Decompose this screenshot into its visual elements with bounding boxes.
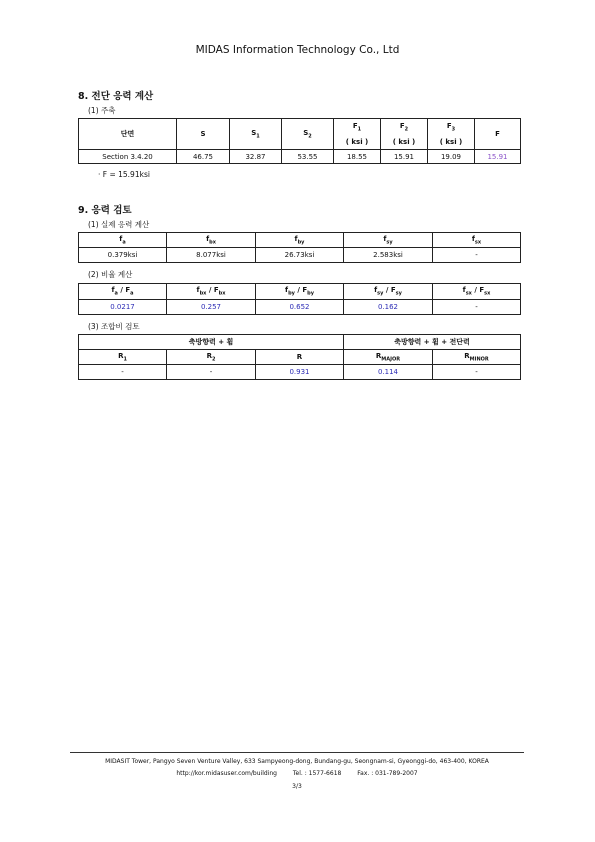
cell-fa-ratio: 0.0217 bbox=[79, 300, 167, 315]
unit-label: ( ksi ) bbox=[381, 135, 428, 150]
footer-tel: Tel. : 1577-6618 bbox=[292, 770, 342, 777]
section-8-subtitle: (1) 주축 bbox=[88, 106, 116, 115]
cell-s2: 53.55 bbox=[282, 150, 334, 164]
header-s: S bbox=[177, 119, 230, 150]
unit-label: ( ksi ) bbox=[428, 135, 475, 150]
header-f: F bbox=[475, 119, 521, 150]
header-r2: $R_2$ bbox=[167, 350, 256, 365]
cell-fby: 26.73ksi bbox=[256, 248, 344, 263]
header-fa-ratio: $f_a / F_a$ bbox=[79, 284, 167, 300]
header-fa: $f_a$ bbox=[79, 233, 167, 248]
cell-r1: - bbox=[79, 365, 167, 380]
section-9-subtitle-2: (2) 비율 계산 bbox=[88, 270, 133, 279]
cell-fa: 0.379ksi bbox=[79, 248, 167, 263]
cell-f2: 15.91 bbox=[381, 150, 428, 164]
cell-fsx-ratio: - bbox=[433, 300, 521, 315]
section-9-subtitle-3: (3) 조합비 검토 bbox=[88, 322, 140, 331]
page-number: 3/3 bbox=[292, 783, 302, 790]
combined-ratio-table bbox=[78, 334, 521, 380]
group-axial-bending-shear: 축방향력 + 휨 + 전단력 bbox=[344, 335, 521, 350]
cell-section: Section 3.4.20 bbox=[79, 150, 177, 164]
header-r1: $R_1$ bbox=[79, 350, 167, 365]
page-header: MIDAS Information Technology Co., Ltd bbox=[195, 44, 400, 56]
table-row bbox=[79, 365, 521, 380]
header-f2: $F_2$ bbox=[381, 119, 428, 135]
cell-f1: 18.55 bbox=[334, 150, 381, 164]
header-rminor: $R_{MINOR}$ bbox=[433, 350, 521, 365]
footer-contact bbox=[70, 770, 524, 777]
cell-fsx: - bbox=[433, 248, 521, 263]
header-fbx: $f_{bx}$ bbox=[167, 233, 256, 248]
unit-label: ( ksi ) bbox=[334, 135, 381, 150]
header-f1: $F_1$ bbox=[334, 119, 381, 135]
cell-f: 15.91 bbox=[475, 150, 521, 164]
cell-rmajor: 0.114 bbox=[344, 365, 433, 380]
table-row bbox=[79, 300, 521, 315]
table-row bbox=[79, 150, 521, 164]
shear-stress-table bbox=[78, 118, 521, 164]
section-9-subtitle-1: (1) 실제 응력 계산 bbox=[88, 220, 150, 229]
group-axial-bending: 축방향력 + 휨 bbox=[79, 335, 344, 350]
footer-url: http://kor.midasuser.com/building bbox=[176, 770, 277, 777]
cell-f3: 19.09 bbox=[428, 150, 475, 164]
cell-r2: - bbox=[167, 365, 256, 380]
header-section: 단면 bbox=[79, 119, 177, 150]
header-fsy: $f_{sy}$ bbox=[344, 233, 433, 248]
header-fsx: $f_{sx}$ bbox=[433, 233, 521, 248]
footer-fax: Fax. : 031-789-2007 bbox=[357, 770, 418, 777]
cell-fsy-ratio: 0.162 bbox=[344, 300, 433, 315]
header-r: R bbox=[256, 350, 344, 365]
section-9-title: 9. 응력 검토 bbox=[78, 205, 132, 216]
cell-s1: 32.87 bbox=[230, 150, 282, 164]
header-fby: $f_{by}$ bbox=[256, 233, 344, 248]
header-fby-ratio: $f_{by} / F_{by}$ bbox=[256, 284, 344, 300]
cell-rminor: - bbox=[433, 365, 521, 380]
header-fbx-ratio: $f_{bx} / F_{bx}$ bbox=[167, 284, 256, 300]
cell-fsy: 2.583ksi bbox=[344, 248, 433, 263]
footer-address: MIDASIT Tower, Pangyo Seven Venture Valley, 633 Sampyeong-dong, Bundang-gu, Seongnam-si, Gyeonggi-do, 463-400, KOREA bbox=[105, 758, 489, 765]
header-fsy-ratio: $f_{sy} / F_{sy}$ bbox=[344, 284, 433, 300]
section-8-title: 8. 전단 응력 계산 bbox=[78, 91, 154, 102]
cell-fbx-ratio: 0.257 bbox=[167, 300, 256, 315]
stress-ratio-table bbox=[78, 283, 521, 315]
header-rmajor: $R_{MAJOR}$ bbox=[344, 350, 433, 365]
header-s1: $S_1$ bbox=[230, 119, 282, 150]
footer-divider bbox=[70, 752, 524, 753]
cell-fbx: 8.077ksi bbox=[167, 248, 256, 263]
header-f3: $F_3$ bbox=[428, 119, 475, 135]
allowable-shear-note: · F = 15.91ksi bbox=[98, 170, 150, 179]
cell-r: 0.931 bbox=[256, 365, 344, 380]
table-row bbox=[79, 248, 521, 263]
header-s2: $S_2$ bbox=[282, 119, 334, 150]
header-fsx-ratio: $f_{sx} / F_{sx}$ bbox=[433, 284, 521, 300]
actual-stress-table bbox=[78, 232, 521, 263]
cell-s: 46.75 bbox=[177, 150, 230, 164]
cell-fby-ratio: 0.652 bbox=[256, 300, 344, 315]
